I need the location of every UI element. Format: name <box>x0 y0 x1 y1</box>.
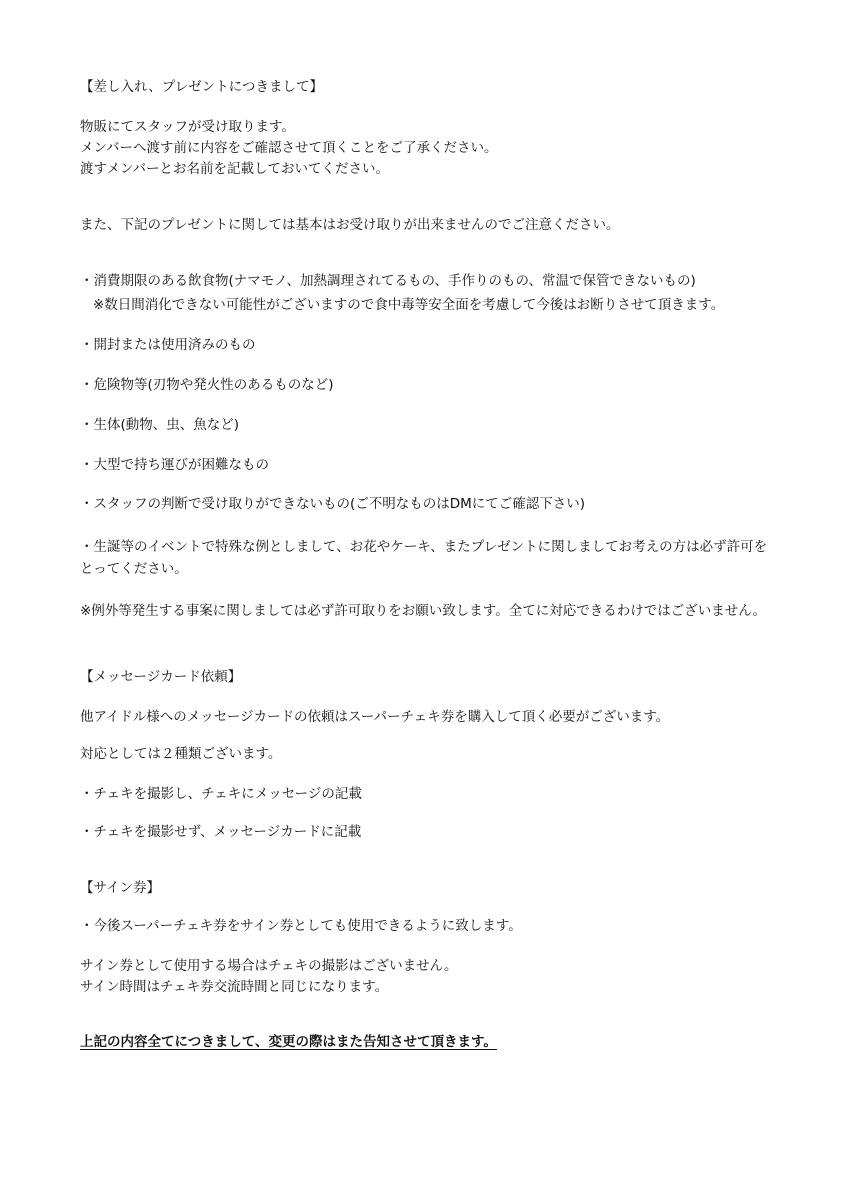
message-type-item: ・チェキを撮影し、チェキにメッセージの記載 <box>80 786 362 802</box>
message-type-item: ・チェキを撮影せず、メッセージカードに記載 <box>80 824 362 840</box>
section-heading-message-card: 【メッセージカード依頼】 <box>80 669 242 685</box>
exception-note: ※例外等発生する事案に関しましては必ず許可取りをお願い致します。全てに対応できるわけではございません。 <box>80 603 767 619</box>
section-heading-present: 【差し入れ、プレゼントにつきまして】 <box>80 79 323 95</box>
birthday-note: ・生誕等のイベントで特殊な例としまして、お花やケーキ、またプレゼントに関しましてお考えの方は必ず許可をとってください。 <box>80 539 768 577</box>
message-types-intro: 対応としては２種類ございます。 <box>80 746 282 762</box>
sign-detail-line-1: サイン券として使用する場合はチェキの撮影はございません。 <box>80 958 458 974</box>
restricted-item: ・生体(動物、虫、魚など) <box>80 417 240 433</box>
restricted-item: ・スタッフの判断で受け取りができないもの(ご不明なものはDMにてご確認下さい) <box>80 496 586 512</box>
message-intro: 他アイドル様へのメッセージカードの依頼はスーパーチェキ券を購入して頂く必要がございます。 <box>80 709 670 725</box>
closing-notice: 上記の内容全てにつきまして、変更の際はまた告知させて頂きます。 <box>80 1034 497 1050</box>
section-heading-sign-ticket: 【サイン券】 <box>80 880 161 896</box>
restricted-item: ・大型で持ち運びが困難なもの <box>80 457 269 473</box>
present-intro-line-3: 渡すメンバーとお名前を記載しておいてください。 <box>80 161 390 177</box>
restricted-item-note: ※数日間消化できない可能性がございますので食中毒等安全面を考慮して今後はお断りさせて頂きます。 <box>93 297 725 313</box>
restricted-item: ・開封または使用済みのもの <box>80 337 256 353</box>
sign-item: ・今後スーパーチェキ券をサイン券としても使用できるように致します。 <box>80 918 522 934</box>
restricted-item: ・消費期限のある飲食物(ナマモノ、加熱調理されてるもの、手作りのもの、常温で保管できないもの) <box>80 273 696 289</box>
restricted-item: ・危険物等(刃物や発火性のあるものなど) <box>80 377 334 393</box>
present-notice: また、下記のプレゼントに関しては基本はお受け取りが出来ませんのでご注意ください。 <box>80 217 620 233</box>
sign-detail-line-2: サイン時間はチェキ券交流時間と同じになります。 <box>80 979 389 995</box>
present-intro-line-2: メンバーへ渡す前に内容をご確認させて頂くことをご了承ください。 <box>80 140 498 156</box>
present-intro-line-1: 物販にてスタッフが受け取ります。 <box>80 119 295 135</box>
